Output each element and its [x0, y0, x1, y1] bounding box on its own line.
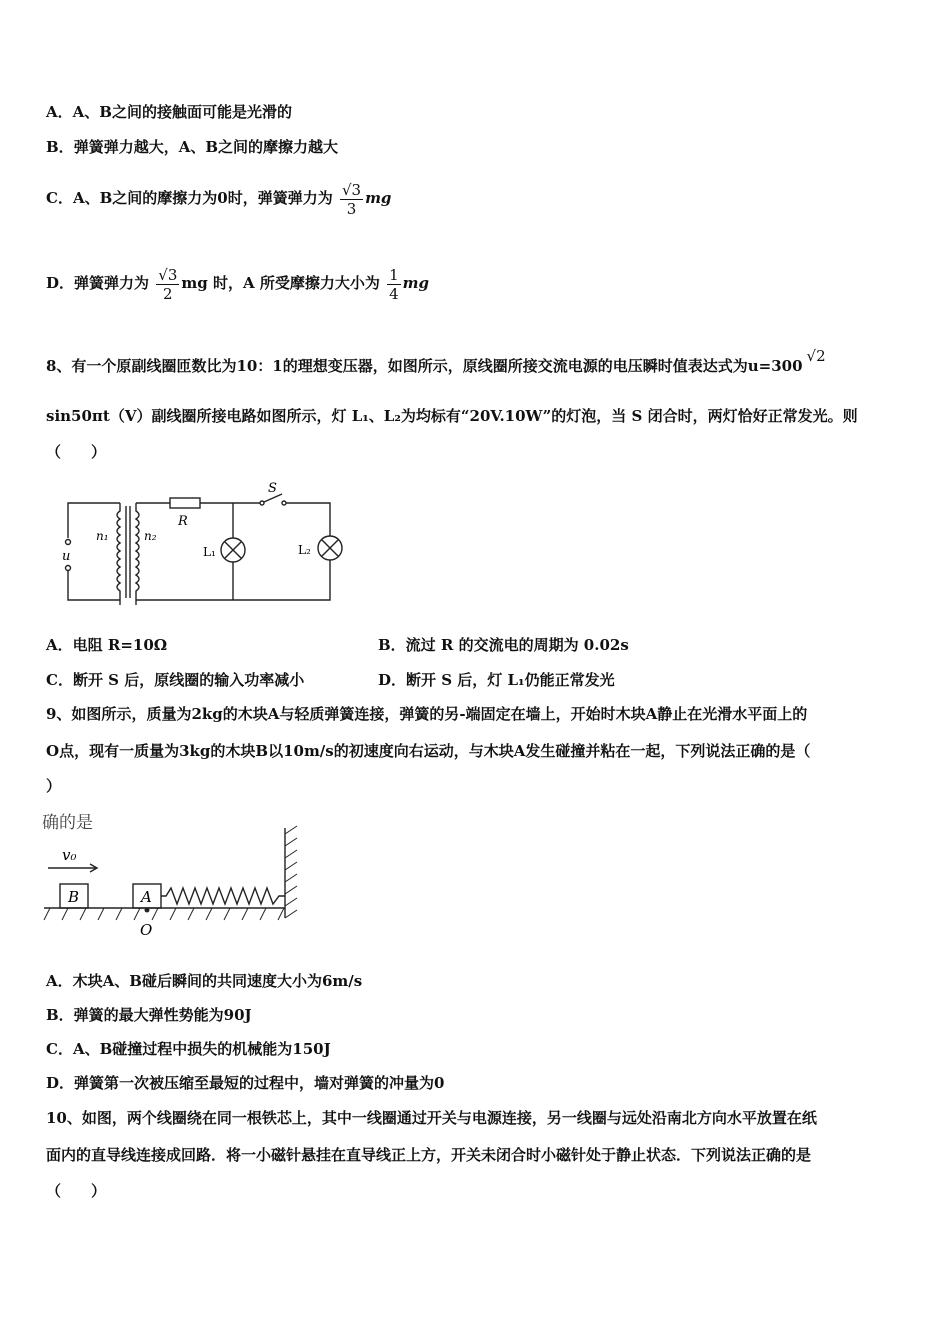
q7-option-a: A．A、B之间的接触面可能是光滑的 — [46, 103, 292, 121]
label-point-o: O — [140, 921, 153, 939]
q8-stem-line2: sin50πt（V）副线圈所接电路如图所示，灯 L₁、L₂为均标有“20V.10W”的灯泡，当 S 闭合时，两灯恰好正常发光。则 — [46, 407, 858, 425]
q8-option-c: C．断开 S 后，原线圈的输入功率减小 — [46, 671, 305, 689]
q8-option-d: D．断开 S 后，灯 L₁仍能正常发光 — [378, 671, 615, 689]
label-n1: n₁ — [96, 529, 109, 543]
q7-option-b: B．弹簧弹力越大，A、B之间的摩擦力越大 — [46, 138, 339, 156]
fraction: $\frac{√3}{3}$ — [341, 180, 362, 218]
q9-option-a: A．木块A、B碰后瞬间的共同速度大小为6m/s — [46, 972, 363, 990]
label-n2: n₂ — [144, 529, 157, 543]
label-block-a: A — [141, 888, 152, 906]
fraction: $\frac{√3}{2}$ — [158, 265, 178, 303]
label-L2: L₂ — [298, 543, 311, 557]
label-u: u — [62, 549, 71, 564]
q10-answer-paren: （ ） — [46, 1182, 107, 1200]
q8-option-a: A．电阻 R=10Ω — [46, 636, 168, 654]
q9-option-c: C．A、B碰撞过程中损失的机械能为150J — [46, 1040, 331, 1058]
transformer-circuit-figure — [60, 478, 350, 608]
label-R: R — [178, 514, 188, 529]
q8-stem-line1: 8、有一个原副线圈匝数比为10：1的理想变压器，如图所示，原线圈所接交流电源的电压瞬时值表达式为u=300√2 — [46, 347, 826, 375]
q8-answer-paren: （ ） — [46, 443, 107, 461]
figure-caption-fragment: 确的是 — [42, 813, 93, 833]
label-S: S — [268, 481, 277, 496]
q7-option-c: C．A、B之间的摩擦力为0时，弹簧弹力为 $\frac{√3}{3}$ mg — [46, 180, 392, 218]
q9-stem-line1: 9、如图所示，质量为2kg的木块A与轻质弹簧连接，弹簧的另-端固定在墙上，开始时木块A静止在光滑水平面上的 — [46, 705, 808, 723]
label-L1: L₁ — [203, 545, 216, 559]
q9-option-d: D．弹簧第一次被压缩至最短的过程中，墙对弹簧的冲量为0 — [46, 1074, 445, 1092]
q9-stem-line3: ） — [46, 777, 62, 795]
label-v0: v₀ — [62, 846, 77, 864]
q9-option-b: B．弹簧的最大弹性势能为90J — [46, 1006, 252, 1024]
q8-option-b: B．流过 R 的交流电的周期为 0.02s — [378, 636, 629, 654]
sqrt-two: √2 — [806, 347, 826, 365]
fraction: $\frac{1}{4}$ — [389, 265, 399, 303]
q9-stem-line2: O点，现有一质量为3kg的木块B以10m/s的初速度向右运动，与木块A发生碰撞并粘在一起，下列说法正确的是（ — [46, 742, 811, 760]
q10-stem-line1: 10、如图，两个线圈绕在同一根铁芯上，其中一线圈通过开关与电源连接，另一线圈与远处沿南北方向水平放置在纸 — [46, 1109, 817, 1127]
label-block-b: B — [68, 888, 80, 906]
spring-block-figure — [40, 808, 310, 943]
q7-option-d: D．弹簧弹力为 $\frac{√3}{2}$ mg 时，A 所受摩擦力大小为 $\frac{1}{4}$ mg — [46, 265, 429, 303]
q10-stem-line2: 面内的直导线连接成回路．将一小磁针悬挂在直导线正上方，开关未闭合时小磁针处于静止状态．下列说法正确的是 — [46, 1146, 812, 1164]
